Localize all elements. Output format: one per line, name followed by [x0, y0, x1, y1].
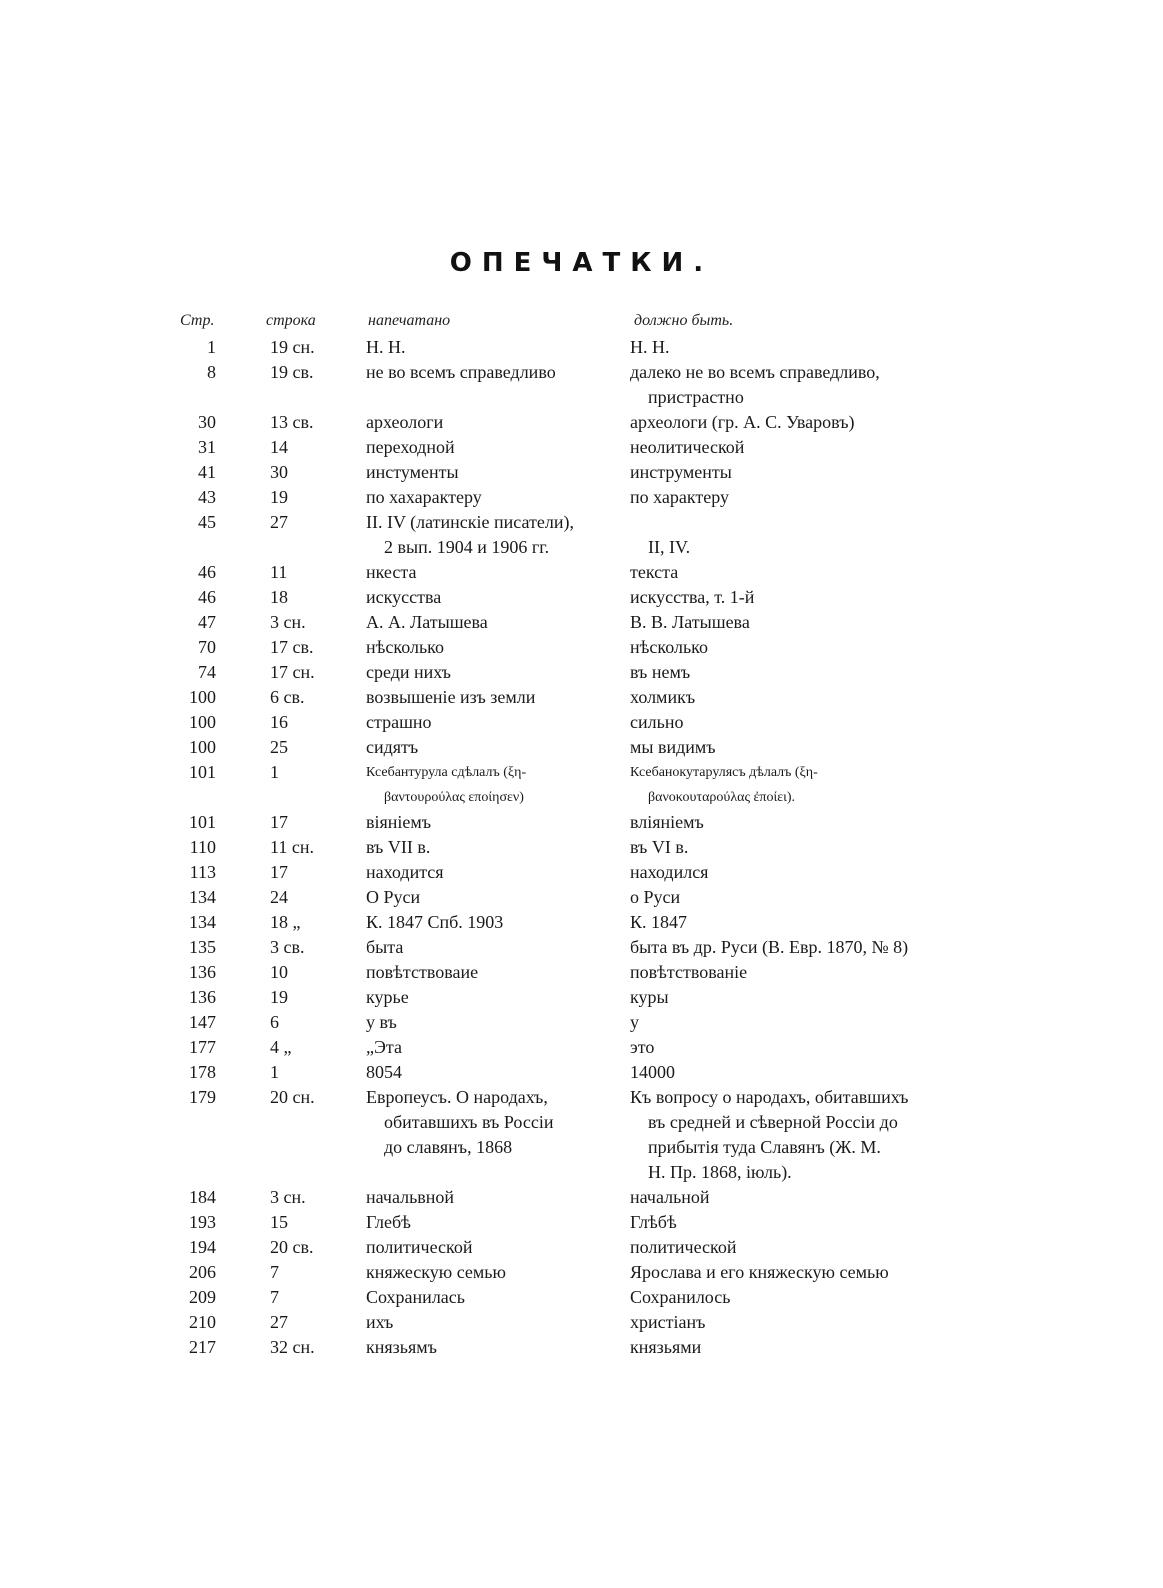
row-printed-line: обитавшихъ въ Россіи	[384, 1112, 554, 1132]
row-should-be	[630, 560, 970, 585]
row-page: 46	[198, 562, 216, 582]
row-page: 110	[189, 837, 216, 857]
row-printed	[366, 660, 616, 685]
row-should-be	[630, 910, 970, 935]
row-should-be-line: политической	[630, 1237, 737, 1257]
row-line: 3 сн.	[270, 612, 306, 632]
row-printed-line: по хахарактеру	[366, 487, 482, 507]
row-should-be-line: это	[630, 1037, 655, 1057]
row-line: 1	[270, 1062, 279, 1082]
row-printed	[366, 1185, 616, 1210]
row-should-be	[630, 1185, 970, 1210]
row-printed	[366, 510, 616, 560]
row-should-be	[630, 810, 970, 835]
row-should-be-line: Глѣбѣ	[630, 1212, 677, 1232]
row-line: 18 „	[270, 912, 301, 932]
row-line: 19	[270, 487, 288, 507]
row-line: 13 св.	[270, 412, 314, 432]
errata-row	[0, 435, 1163, 460]
row-printed	[366, 1035, 616, 1060]
row-line: 19 св.	[270, 362, 314, 382]
row-printed-line: начальвной	[366, 1187, 455, 1207]
row-page: 46	[198, 587, 216, 607]
row-printed	[366, 1235, 616, 1260]
errata-row	[0, 1060, 1163, 1085]
errata-table	[0, 335, 1163, 1360]
row-should-be-line: βανοκουταρούλας ἐποίει).	[648, 790, 796, 805]
row-page: 100	[189, 712, 216, 732]
row-line: 27	[270, 1312, 288, 1332]
row-line: 24	[270, 887, 288, 907]
row-should-be-line: далеко не во всемъ справедливо,	[630, 362, 880, 382]
row-line: 6 св.	[270, 687, 305, 707]
row-should-be	[630, 460, 970, 485]
row-printed	[366, 435, 616, 460]
row-printed	[366, 710, 616, 735]
errata-row	[0, 1285, 1163, 1310]
row-should-be-line: В. В. Латышева	[630, 612, 750, 632]
row-should-be-line: нѣсколько	[630, 637, 709, 657]
row-should-be	[630, 360, 970, 410]
row-line: 7	[270, 1287, 279, 1307]
errata-row	[0, 560, 1163, 585]
row-line: 20 св.	[270, 1237, 314, 1257]
row-printed-line: Европеусъ. О народахъ,	[366, 1087, 548, 1107]
row-should-be	[630, 1260, 970, 1285]
row-should-be-line: въ VI в.	[630, 837, 689, 857]
row-page: 209	[189, 1287, 216, 1307]
row-should-be-line: у	[630, 1012, 639, 1032]
errata-row	[0, 460, 1163, 485]
row-should-be-line: куры	[630, 987, 669, 1007]
row-printed	[366, 410, 616, 435]
row-should-be	[630, 335, 970, 360]
row-printed-line: А. А. Латышева	[366, 612, 488, 632]
row-line: 17	[270, 812, 288, 832]
errata-row	[0, 835, 1163, 860]
row-page: 30	[198, 412, 216, 432]
errata-row	[0, 660, 1163, 685]
row-printed-line: II. IV (латинскіе писатели),	[366, 512, 574, 532]
row-printed	[366, 685, 616, 710]
page-title: ОПЕЧАТКИ.	[449, 248, 714, 278]
errata-row	[0, 585, 1163, 610]
errata-row	[0, 1310, 1163, 1335]
row-printed-line: инстументы	[366, 462, 459, 482]
row-printed	[366, 635, 616, 660]
row-printed-line: въ VII в.	[366, 837, 431, 857]
row-should-be-line: Ярослава и его княжескую семью	[630, 1262, 889, 1282]
row-printed-line: нѣсколько	[366, 637, 445, 657]
row-should-be-line	[630, 510, 970, 535]
row-should-be-line: прибытія туда Славянъ (Ж. М.	[648, 1137, 881, 1157]
row-should-be-line: повѣтствованіе	[630, 962, 748, 982]
row-printed	[366, 485, 616, 510]
row-should-be	[630, 660, 970, 685]
row-page: 194	[189, 1237, 216, 1257]
row-page: 206	[189, 1262, 216, 1282]
row-page: 101	[189, 762, 216, 782]
row-page: 31	[198, 437, 216, 457]
row-printed	[366, 835, 616, 860]
row-should-be-line: неолитической	[630, 437, 745, 457]
row-printed-line: віяніемъ	[366, 812, 432, 832]
row-printed	[366, 335, 616, 360]
row-should-be	[630, 735, 970, 760]
row-page: 43	[198, 487, 216, 507]
row-line: 16	[270, 712, 288, 732]
row-should-be-line: въ средней и сѣверной Россіи до	[648, 1112, 898, 1132]
row-printed	[366, 985, 616, 1010]
row-should-be	[630, 1060, 970, 1085]
row-should-be-line: Сохранилось	[630, 1287, 731, 1307]
errata-row	[0, 985, 1163, 1010]
row-should-be	[630, 860, 970, 885]
row-line: 30	[270, 462, 288, 482]
errata-row	[0, 935, 1163, 960]
row-printed	[366, 1260, 616, 1285]
row-line: 10	[270, 962, 288, 982]
row-should-be	[630, 1035, 970, 1060]
row-line: 32 сн.	[270, 1337, 315, 1357]
row-printed	[366, 860, 616, 885]
row-printed-line: нкеста	[366, 562, 417, 582]
row-printed-line: искусства	[366, 587, 442, 607]
row-should-be	[630, 635, 970, 660]
row-should-be	[630, 410, 970, 435]
row-line: 27	[270, 512, 288, 532]
row-page: 136	[189, 962, 216, 982]
row-page: 184	[189, 1187, 216, 1207]
row-page: 217	[189, 1337, 216, 1357]
errata-row	[0, 1010, 1163, 1035]
row-printed-line: быта	[366, 937, 404, 957]
row-should-be-line: въ немъ	[630, 662, 691, 682]
row-printed	[366, 560, 616, 585]
row-printed	[366, 1085, 616, 1160]
row-should-be-line: 14000	[630, 1062, 675, 1082]
errata-row	[0, 410, 1163, 435]
errata-row	[0, 1210, 1163, 1235]
row-printed	[366, 910, 616, 935]
row-should-be-line: начальной	[630, 1187, 710, 1207]
row-printed	[366, 1210, 616, 1235]
row-page: 100	[189, 737, 216, 757]
row-should-be	[630, 710, 970, 735]
row-should-be-line: археологи (гр. А. С. Уваровъ)	[630, 412, 855, 432]
row-line: 20 сн.	[270, 1087, 315, 1107]
row-printed-line: переходной	[366, 437, 455, 457]
header-line: строка	[266, 312, 316, 329]
row-line: 4 „	[270, 1037, 292, 1057]
row-should-be	[630, 1010, 970, 1035]
row-page: 193	[189, 1212, 216, 1232]
row-line: 17 св.	[270, 637, 314, 657]
row-should-be	[630, 1310, 970, 1335]
row-printed	[366, 1010, 616, 1035]
row-printed-line: „Эта	[366, 1037, 402, 1057]
row-line: 14	[270, 437, 288, 457]
row-should-be-line: II, IV.	[648, 537, 691, 557]
errata-row	[0, 735, 1163, 760]
row-should-be-line: К. 1847	[630, 912, 688, 932]
errata-row	[0, 910, 1163, 935]
row-should-be-line: инструменты	[630, 462, 732, 482]
row-printed-line: до славянъ, 1868	[384, 1137, 513, 1157]
row-should-be-line: текста	[630, 562, 679, 582]
row-page: 1	[207, 337, 216, 357]
row-printed	[366, 885, 616, 910]
row-printed-line: у въ	[366, 1012, 397, 1032]
row-should-be-line: христіанъ	[630, 1312, 706, 1332]
errata-row	[0, 1185, 1163, 1210]
row-printed-line: Сохранилась	[366, 1287, 465, 1307]
row-line: 11	[270, 562, 288, 582]
errata-row	[0, 510, 1163, 560]
row-printed-line: князьямъ	[366, 1337, 437, 1357]
row-should-be	[630, 985, 970, 1010]
errata-row	[0, 1260, 1163, 1285]
row-printed-line: находится	[366, 862, 444, 882]
row-page: 101	[189, 812, 216, 832]
row-line: 15	[270, 1212, 288, 1232]
row-printed-line: Глебѣ	[366, 1212, 411, 1232]
row-printed-line: курье	[366, 987, 409, 1007]
errata-row	[0, 760, 1163, 810]
row-should-be	[630, 510, 970, 560]
row-line: 3 св.	[270, 937, 305, 957]
row-printed	[366, 1310, 616, 1335]
row-printed	[366, 935, 616, 960]
errata-row	[0, 635, 1163, 660]
row-printed	[366, 610, 616, 635]
row-should-be-line: Н. Н.	[630, 337, 670, 357]
row-should-be-line: князьями	[630, 1337, 702, 1357]
row-printed	[366, 960, 616, 985]
row-printed	[366, 1060, 616, 1085]
errata-row	[0, 610, 1163, 635]
errata-row	[0, 335, 1163, 360]
row-should-be	[630, 1085, 970, 1185]
row-should-be	[630, 935, 970, 960]
row-printed-line: 2 вып. 1904 и 1906 гг.	[384, 537, 550, 557]
row-line: 25	[270, 737, 288, 757]
row-should-be	[630, 1285, 970, 1310]
row-page: 113	[189, 862, 216, 882]
row-page: 41	[198, 462, 216, 482]
row-should-be	[630, 1210, 970, 1235]
row-line: 3 сн.	[270, 1187, 306, 1207]
row-should-be-line: о Руси	[630, 887, 681, 907]
row-should-be	[630, 885, 970, 910]
row-should-be	[630, 485, 970, 510]
row-page: 100	[189, 687, 216, 707]
row-should-be	[630, 1335, 970, 1360]
errata-row	[0, 960, 1163, 985]
row-page: 47	[198, 612, 216, 632]
row-should-be-line: Н. Пр. 1868, іюль).	[648, 1162, 792, 1182]
row-printed-line: ихъ	[366, 1312, 394, 1332]
row-printed	[366, 760, 616, 810]
row-page: 179	[189, 1087, 216, 1107]
row-page: 45	[198, 512, 216, 532]
row-page: 177	[189, 1037, 216, 1057]
row-printed-line: Ксебантурула сдѣлалъ (ξη-	[366, 765, 527, 780]
errata-row	[0, 1235, 1163, 1260]
row-page: 178	[189, 1062, 216, 1082]
row-line: 1	[270, 762, 279, 782]
row-printed-line: археологи	[366, 412, 444, 432]
row-page: 74	[198, 662, 216, 682]
row-printed-line: страшно	[366, 712, 432, 732]
row-line: 19 сн.	[270, 337, 315, 357]
row-printed-line: среди нихъ	[366, 662, 451, 682]
row-page: 135	[189, 937, 216, 957]
row-line: 17 сн.	[270, 662, 315, 682]
row-printed	[366, 360, 616, 385]
row-should-be	[630, 960, 970, 985]
row-page: 70	[198, 637, 216, 657]
row-printed-line: сидятъ	[366, 737, 419, 757]
row-should-be-line: пристрастно	[648, 387, 744, 407]
errata-row	[0, 1035, 1163, 1060]
header-printed: напечатано	[368, 312, 451, 329]
row-should-be-line: находился	[630, 862, 709, 882]
errata-row	[0, 1085, 1163, 1185]
row-printed-line: Н. Н.	[366, 337, 406, 357]
row-printed-line: βαντουρούλας εποίησεν)	[384, 790, 524, 805]
row-printed-line: повѣтствоваие	[366, 962, 479, 982]
errata-row	[0, 885, 1163, 910]
errata-row	[0, 860, 1163, 885]
row-line: 11 сн.	[270, 837, 314, 857]
row-printed	[366, 585, 616, 610]
row-page: 134	[189, 887, 216, 907]
row-printed-line: возвышеніе изъ земли	[366, 687, 536, 707]
row-should-be-line: сильно	[630, 712, 684, 732]
row-page: 210	[189, 1312, 216, 1332]
row-should-be	[630, 1235, 970, 1260]
row-printed-line: княжескую семью	[366, 1262, 506, 1282]
row-printed-line: К. 1847 Спб. 1903	[366, 912, 504, 932]
row-line: 19	[270, 987, 288, 1007]
row-printed	[366, 1335, 616, 1360]
errata-row	[0, 685, 1163, 710]
row-printed-line: не во всемъ справедливо	[366, 362, 556, 382]
row-printed-line: 8054	[366, 1062, 402, 1082]
row-should-be-line: Ксебанокутарулясъ дѣлалъ (ξη-	[630, 765, 818, 780]
row-should-be-line: мы видимъ	[630, 737, 716, 757]
errata-row	[0, 710, 1163, 735]
row-printed	[366, 460, 616, 485]
header-should-be: должно быть.	[634, 312, 734, 329]
row-page: 134	[189, 912, 216, 932]
row-should-be-line: быта въ др. Руси (В. Евр. 1870, № 8)	[630, 937, 909, 957]
row-should-be	[630, 610, 970, 635]
row-page: 136	[189, 987, 216, 1007]
row-should-be	[630, 435, 970, 460]
row-line: 17	[270, 862, 288, 882]
errata-row	[0, 485, 1163, 510]
row-should-be-line: Къ вопросу о народахъ, обитавшихъ	[630, 1087, 909, 1107]
row-printed-line: О Руси	[366, 887, 421, 907]
row-should-be-line: искусства, т. 1-й	[630, 587, 755, 607]
errata-row	[0, 810, 1163, 835]
row-should-be	[630, 685, 970, 710]
errata-row	[0, 360, 1163, 410]
row-should-be-line: вліяніемъ	[630, 812, 704, 832]
row-line: 18	[270, 587, 288, 607]
row-printed-line: политической	[366, 1237, 473, 1257]
row-page: 147	[189, 1012, 216, 1032]
row-should-be	[630, 585, 970, 610]
errata-row	[0, 1335, 1163, 1360]
row-printed	[366, 810, 616, 835]
row-printed	[366, 735, 616, 760]
row-should-be	[630, 760, 970, 810]
row-line: 7	[270, 1262, 279, 1282]
row-should-be-line: холмикъ	[630, 687, 696, 707]
row-page: 8	[207, 362, 216, 382]
header-page: Стр.	[180, 312, 215, 329]
row-should-be	[630, 835, 970, 860]
row-printed	[366, 1285, 616, 1310]
row-should-be-line: по характеру	[630, 487, 729, 507]
row-line: 6	[270, 1012, 279, 1032]
